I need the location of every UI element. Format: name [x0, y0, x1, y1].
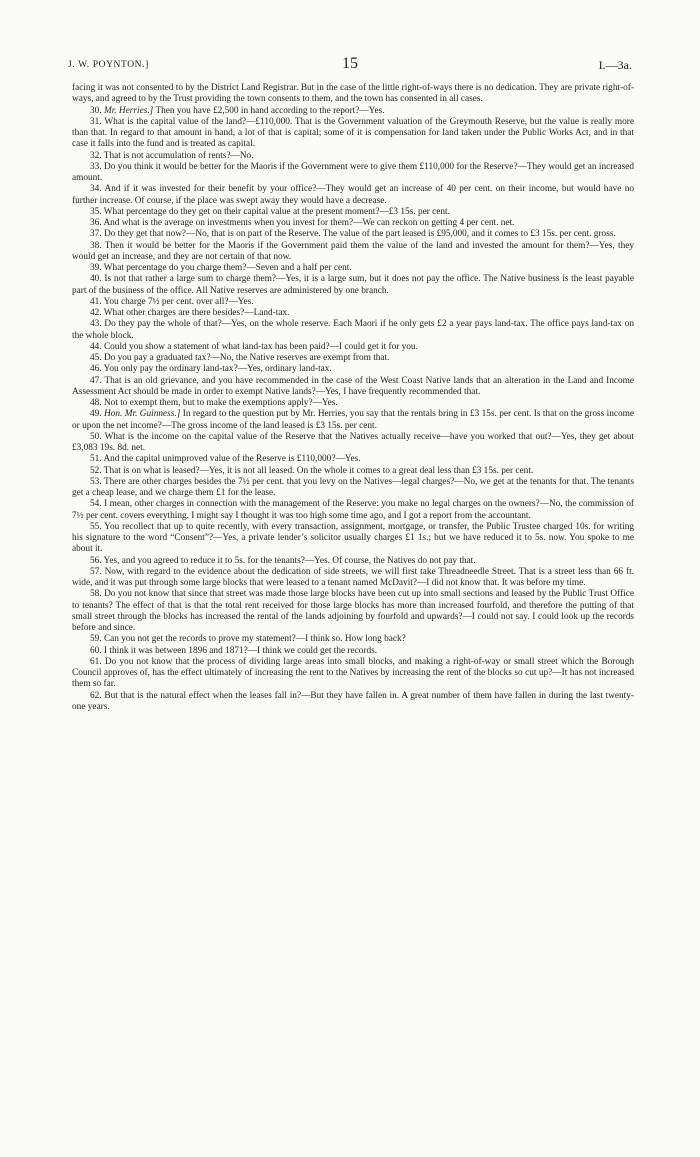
paragraph-text: Do they pay the whole of that?—Yes, on the whole reserve. Each Maori if he only gets £2 a year pays land-tax. The office pays land-tax on the whole block.: [72, 319, 634, 341]
paragraph-text: Not to exempt them, but to make the exemptions apply?—Yes.: [103, 398, 338, 408]
question-number: 50.: [90, 431, 102, 442]
testimony-paragraph: [72, 634, 634, 645]
paragraph-text: That is an old grievance, and you have recommended in the case of the West Coast Native lands that an alteration in the Land and Income Assessment Act should be made in order to exempt Native lands?—Yes, I have frequently recommended that.: [72, 375, 635, 397]
testimony-paragraph: [72, 409, 634, 432]
question-number: 38.: [90, 240, 102, 251]
testimony-paragraph: [72, 657, 634, 691]
header-witness-name: J. W. POYNTON.]: [68, 60, 149, 70]
testimony-paragraph: [72, 106, 634, 117]
testimony-paragraph: [72, 522, 634, 556]
question-number: 30.: [90, 105, 102, 116]
paragraph-text: Is not that rather a large sum to charge them?—Yes, it is a large sum, but it does not pay the office. The Native business is the least payable part of the business of the office. All Native reserves are administered by one branch.: [72, 274, 634, 296]
testimony-paragraph: [72, 151, 634, 162]
testimony-paragraph: [72, 499, 634, 522]
document-reference: I.—3a.: [598, 58, 632, 72]
speaker-label: Mr. Herries.]: [103, 105, 154, 116]
question-number: 52.: [90, 465, 102, 476]
question-number: 58.: [90, 589, 102, 600]
paragraph-text: Do you not know that the process of dividing large areas into small blocks, and making a right-of-way or small street which the Borough Council approves of, has the effect ultimately of increasing the rent to the Natives by increasing the rent of the blocks so cut up?—It has not increased them so far.: [72, 656, 634, 690]
question-number: 43.: [90, 319, 102, 330]
question-number: 49.: [90, 409, 102, 420]
testimony-paragraph: [72, 567, 634, 590]
testimony-paragraph: [72, 646, 634, 657]
paragraph-text: And the capital unimproved value of the Reserve is £110,000?—Yes.: [103, 454, 361, 465]
question-number: 45.: [90, 353, 102, 363]
question-number: 33.: [90, 161, 102, 172]
paragraph-text: Can you not get the records to prove my statement?—I think so. How long back?: [103, 634, 406, 645]
paragraph-text: Then it would be better for the Maoris if the Government paid them the value of the land and invested the amount for them?—Yes, they would get an increase, and they are not certain of that now.: [72, 240, 634, 262]
paragraph-text: In regard to the question put by Mr. Herries, you say that the rentals bring in £3 15s. per cent. Is that on the gross income or upon the net income?—The gross income of the land leased is £3 15s. per cent.: [72, 409, 635, 431]
question-number: 31.: [90, 116, 102, 127]
question-number: 41.: [90, 296, 102, 307]
testimony-paragraph: [72, 117, 634, 151]
question-number: 35.: [90, 206, 102, 217]
paragraph-text: What is the income on the capital value of the Reserve that the Natives actually receive—have you worked that out?—Yes, they get about £3,083 19s. 8d. net.: [72, 431, 635, 453]
question-number: 56.: [90, 555, 102, 566]
question-number: 57.: [90, 566, 102, 577]
testimony-paragraph: [72, 274, 634, 297]
paragraph-text: That is not accumulation of rents?—No.: [103, 150, 254, 161]
question-number: 55.: [90, 521, 102, 532]
paragraph-text: And what is the average on investments when you invest for them?—We can reckon on getting 4 per cent. net.: [103, 218, 515, 228]
paragraph-text: What percentage do they get on their capital value at the present moment?—£3 15s. per cent.: [103, 206, 450, 217]
paragraph-text: facing it was not consented to by the District Land Registrar. But in the case of the little right-of-ways there is no dedication. They are private right-of-ways, and agreed to by the Trust providing the town consents to them, and the town has consented in all cases.: [72, 83, 634, 105]
testimony-paragraph: [72, 229, 634, 240]
testimony-paragraph: [72, 319, 634, 342]
testimony-paragraph: [72, 308, 634, 319]
testimony-paragraph: [72, 691, 634, 714]
question-number: 61.: [90, 656, 102, 667]
paragraph-text: What is the capital value of the land?—£110,000. That is the Government valuation of the Greymouth Reserve, but the value is really more than that. In regard to that amount in hand, a lot of that is capital; some of it is compensation for land taken under the Public Works Act, and in that case it falls into the fund and is treated as capital.: [72, 116, 635, 150]
testimony-paragraph: [72, 241, 634, 264]
paragraph-text: Do you pay a graduated tax?—No, the Native reserves are exempt from that.: [103, 353, 390, 363]
question-number: 62.: [90, 690, 102, 701]
question-number: 59.: [90, 634, 102, 645]
running-header: [68, 55, 632, 80]
question-number: 37.: [90, 229, 102, 240]
testimony-paragraph: [72, 353, 634, 364]
question-number: 39.: [90, 263, 102, 273]
testimony-paragraph: [72, 184, 634, 207]
question-number: 34.: [90, 184, 102, 195]
testimony-paragraph: [72, 364, 634, 375]
question-number: 36.: [90, 218, 102, 228]
question-number: 40.: [90, 274, 102, 285]
question-number: 47.: [90, 375, 102, 386]
document-body: [72, 83, 634, 713]
question-number: 54.: [90, 499, 102, 510]
paragraph-text: That is on what is leased?—Yes, it is not all leased. On the whole it comes to a great deal less than £3 15s. per cent.: [103, 465, 534, 476]
question-number: 51.: [90, 454, 102, 465]
testimony-paragraph: [72, 218, 634, 229]
question-number: 60.: [90, 645, 102, 656]
paragraph-text: Do you think it would be better for the Maoris if the Government were to give them £110,000 for the Reserve?—They would get an increased amount.: [72, 161, 634, 183]
paragraph-text: Could you show a statement of what land-tax has been paid?—I could get it for you.: [103, 341, 418, 352]
testimony-paragraph: [72, 263, 634, 274]
question-number: 32.: [90, 150, 102, 161]
testimony-paragraph: [72, 376, 634, 399]
question-number: 42.: [90, 308, 102, 318]
paragraph-text: Now, with regard to the evidence about the dedication of side streets, we will first take Threadneedle Street. That is a street less than 66 ft. wide, and it was put through some large blocks that were leased to a tenant named McDavit?—I did not know that. It was before my time.: [72, 566, 635, 588]
testimony-paragraph: [72, 477, 634, 500]
testimony-paragraph: [72, 589, 634, 634]
paragraph-text: Do they get that now?—No, that is on part of the Reserve. The value of the part leased is £95,000, and it comes to £3 15s. per cent. gross.: [103, 229, 616, 240]
paragraph-text: What other charges are there besides?—Land-tax.: [103, 308, 290, 318]
paragraph-text: I mean, other charges in connection with the management of the Reserve: you make no legal charges on the owners?—No, the commission of 7½ per cent. covers everything. I might say I thought it was too high some time ago, and I got a report from the accountant.: [72, 499, 635, 521]
paragraph-text: You only pay the ordinary land-tax?—Yes, ordinary land-tax.: [103, 364, 332, 375]
continued-paragraph: [72, 83, 634, 106]
paragraph-text: What percentage do you charge them?—Seven and a half per cent.: [103, 263, 352, 273]
testimony-paragraph: [72, 398, 634, 409]
paragraph-text: Then you have £2,500 in hand according to the report?—Yes.: [155, 105, 385, 116]
paragraph-text: There are other charges besides the 7½ per cent. that you levy on the Natives—legal charges?—No, we get at the tenants for that. The tenants get a cheap lease, and we charge them £1 for the lease.: [72, 476, 635, 498]
testimony-paragraph: [72, 466, 634, 477]
testimony-paragraph: [72, 207, 634, 218]
paragraph-text: Do you not know that since that street was made those large blocks have been cut up into small sections and leased by the Public Trust Office to tenants? The effect of that is that the total rent received for those large blocks has more than increased fourfold, and therefore the putting of that small street through the blocks has increased the rental of the lands adjoining by fourfold and upwards?—I could not say. I could look up the records before and since.: [72, 589, 635, 633]
paragraph-text: You recollect that up to quite recently, with every transaction, assignment, mortgage, or transfer, the Public Trustee charged 10s. for writing his signature to the word “Consent”?—Yes, a private lender’s solicitor usually charges £1 1s.; but we have reduced it to 5s. now. You spoke to me about it.: [72, 521, 634, 555]
speaker-label: Hon. Mr. Guinness.]: [104, 409, 181, 420]
paragraph-text: But that is the natural effect when the leases fall in?—But they have fallen in. A great number of them have fallen in during the last twenty-one years.: [72, 690, 634, 712]
paragraph-text: I think it was between 1896 and 1871?—I think we could get the records.: [103, 645, 378, 656]
testimony-paragraph: [72, 162, 634, 185]
question-number: 48.: [90, 398, 102, 408]
paragraph-text: Yes, and you agreed to reduce it to 5s. for the tenants?—Yes. Of course, the Natives do not pay that.: [103, 555, 476, 566]
testimony-paragraph: [72, 342, 634, 353]
testimony-paragraph: [72, 556, 634, 567]
testimony-paragraph: [72, 432, 634, 455]
question-number: 53.: [90, 476, 102, 487]
paragraph-text: You charge 7½ per cent. over all?—Yes.: [103, 296, 254, 307]
question-number: 44.: [90, 341, 102, 352]
page-number: 15: [342, 55, 358, 72]
paragraph-text: And if it was invested for their benefit by your office?—They would get an increase of 40 per cent. on their income, but would have no further increase. Of course, if the place was swept away they would have a decrease.: [72, 184, 635, 206]
testimony-paragraph: [72, 454, 634, 465]
question-number: 46.: [90, 364, 102, 375]
testimony-paragraph: [72, 297, 634, 308]
